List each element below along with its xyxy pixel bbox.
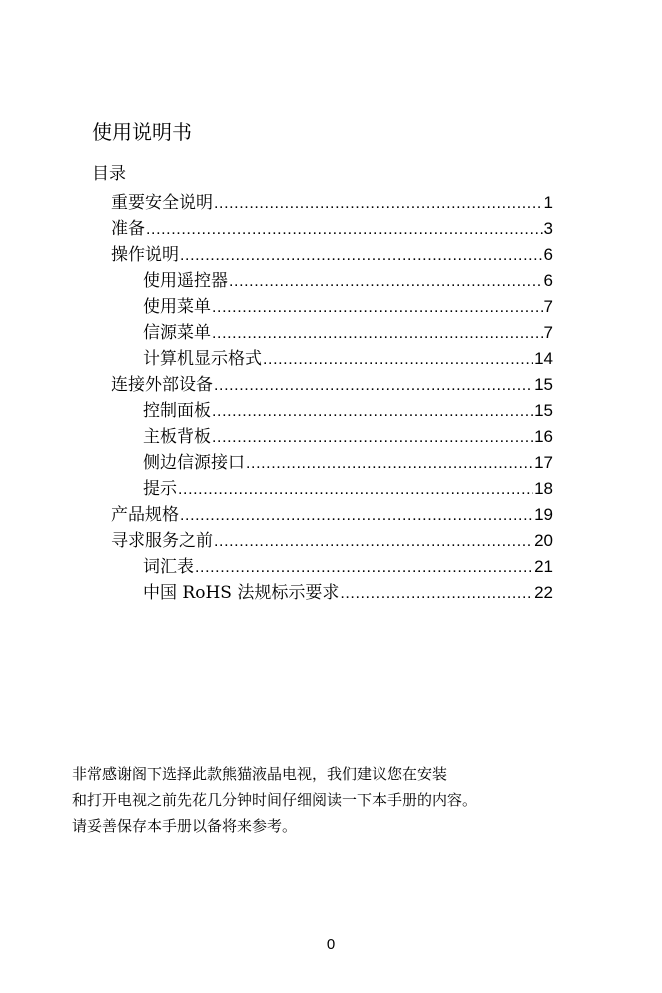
toc-leader-dots <box>340 584 533 604</box>
toc-entry-label: 产品规格 <box>111 505 179 525</box>
intro-line: 非常感谢阁下选择此款熊猫液晶电视，我们建议您在安装 <box>72 765 448 783</box>
toc-entry[interactable] <box>143 266 553 292</box>
toc-entry[interactable] <box>111 370 553 396</box>
toc-leader-dots <box>212 324 543 344</box>
toc-leader-dots <box>214 532 533 552</box>
toc-entry-label: 准备 <box>111 219 145 239</box>
toc-entry[interactable] <box>111 214 553 240</box>
toc-entry-label: 操作说明 <box>111 245 179 265</box>
toc-entry-label: 计算机显示格式 <box>143 349 262 369</box>
toc-entry[interactable] <box>143 578 553 604</box>
toc-leader-dots <box>229 272 543 292</box>
toc-leader-dots <box>214 376 533 396</box>
toc-entry-page: 15 <box>534 375 553 394</box>
toc-entry-label: 提示 <box>143 479 177 499</box>
toc-entry[interactable] <box>143 396 553 422</box>
toc-entry-label: 信源菜单 <box>143 323 211 343</box>
toc-entry-page: 6 <box>543 271 553 290</box>
toc-entry-label: 使用遥控器 <box>143 271 228 291</box>
toc-entry[interactable] <box>143 318 553 344</box>
toc-entry-page: 14 <box>534 349 553 368</box>
toc-entry-label: 中国 RoHS 法规标示要求 <box>143 583 340 603</box>
toc-entry-label: 控制面板 <box>143 401 211 421</box>
toc-entry-page: 17 <box>534 453 553 472</box>
toc-entry[interactable] <box>111 188 553 214</box>
toc-entry-label: 侧边信源接口 <box>143 453 245 473</box>
toc-entry-page: 21 <box>534 557 553 576</box>
toc-heading: 目录 <box>92 164 126 184</box>
toc-leader-dots <box>146 220 543 240</box>
toc-entry[interactable] <box>143 448 553 474</box>
intro-text <box>72 761 632 839</box>
toc-leader-dots <box>212 298 543 318</box>
page-number: 0 <box>326 936 336 953</box>
toc-leader-dots <box>178 480 533 500</box>
toc-entry-label: 连接外部设备 <box>111 375 213 395</box>
toc-entry-page: 7 <box>543 323 553 342</box>
toc-entry[interactable] <box>143 344 553 370</box>
toc-entry-label: 词汇表 <box>143 557 194 577</box>
toc-entry-label: 寻求服务之前 <box>111 531 213 551</box>
toc-entry-page: 7 <box>543 297 553 316</box>
toc-entry-label: 重要安全说明 <box>111 193 213 213</box>
intro-line: 和打开电视之前先花几分钟时间仔细阅读一下本手册的内容。 <box>72 791 478 809</box>
toc-entry[interactable] <box>143 474 553 500</box>
toc-leader-dots <box>212 402 533 422</box>
toc-entry[interactable] <box>111 526 553 552</box>
toc-leader-dots <box>212 428 533 448</box>
toc-entry[interactable] <box>143 552 553 578</box>
toc-leader-dots <box>195 558 533 578</box>
manual-title: 使用说明书 <box>92 120 192 144</box>
toc-entry-label: 使用菜单 <box>143 297 211 317</box>
toc-entry-page: 19 <box>534 505 553 524</box>
toc-entry-page: 3 <box>543 219 553 238</box>
toc-leader-dots <box>180 506 533 526</box>
toc-leader-dots <box>263 350 533 370</box>
toc-entry-page: 18 <box>534 479 553 498</box>
toc-entry[interactable] <box>143 422 553 448</box>
toc-entry-label: 主板背板 <box>143 427 211 447</box>
toc-entry-page: 22 <box>534 583 553 602</box>
toc-entry[interactable] <box>143 292 553 318</box>
toc-entry[interactable] <box>111 500 553 526</box>
toc-entry-page: 20 <box>534 531 553 550</box>
toc-leader-dots <box>246 454 533 474</box>
toc-entry-page: 16 <box>534 427 553 446</box>
toc-entry[interactable] <box>111 240 553 266</box>
toc-entry-page: 6 <box>543 245 553 264</box>
toc-entry-page: 15 <box>534 401 553 420</box>
toc-leader-dots <box>180 246 543 266</box>
intro-line: 请妥善保存本手册以备将来参考。 <box>72 817 298 835</box>
toc-entry-page: 1 <box>543 193 553 212</box>
toc-leader-dots <box>214 194 543 214</box>
